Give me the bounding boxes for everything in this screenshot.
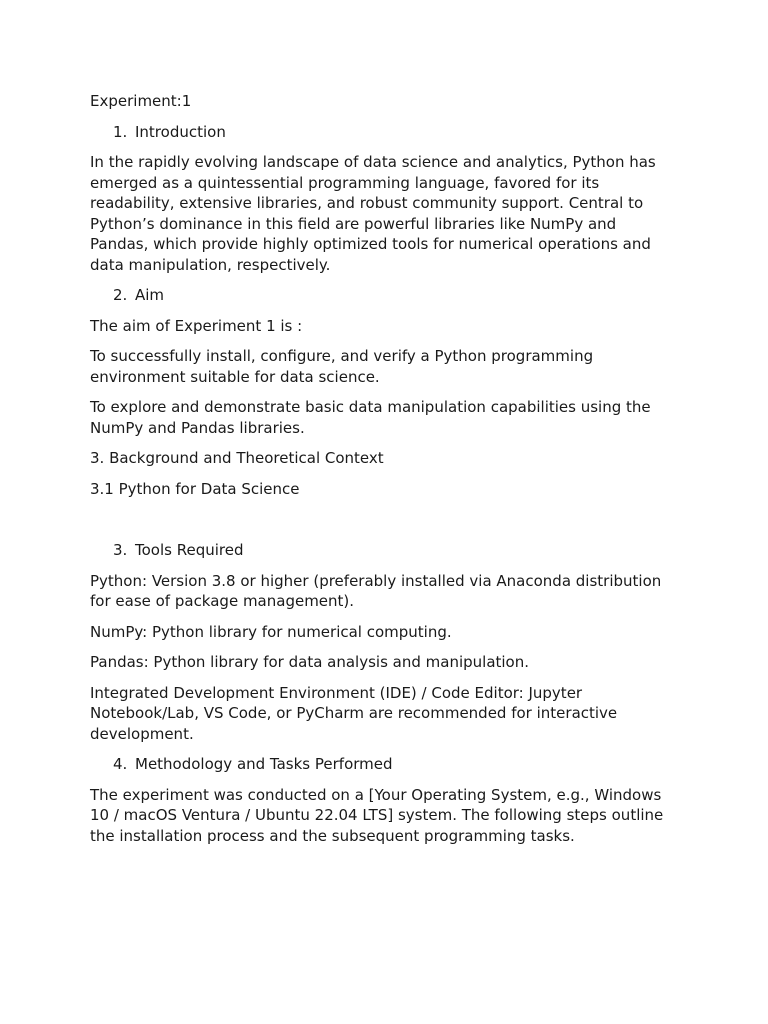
aim-point: To successfully install, configure, and verify a Python programming environment suitable for data science. xyxy=(90,347,594,386)
section-number: 1. xyxy=(113,122,128,141)
section-heading-text: Methodology and Tasks Performed xyxy=(135,755,393,773)
section-number: 4. xyxy=(113,755,128,773)
aim-lead-paragraph: The aim of Experiment 1 is : xyxy=(90,316,303,335)
tools-item: NumPy: Python library for numerical computing. xyxy=(90,622,452,641)
introduction-paragraph: In the rapidly evolving landscape of data science and analytics, Python has emerged as a quintessential programming language, favored for its readability, extensive libraries, and robust community support. Central to Python’s dominance in this field are powerful libraries like NumPy and Pandas, which provide highly optimized tools for numerical operations and data manipulation, respectively. xyxy=(90,153,656,274)
section-heading-introduction xyxy=(90,122,672,143)
tools-item: Pandas: Python library for data analysis and manipulation. xyxy=(90,653,530,671)
section-heading-aim xyxy=(90,285,672,306)
section-number: 2. xyxy=(113,286,128,304)
section-heading-methodology xyxy=(90,754,672,775)
section-heading-text: Aim xyxy=(135,286,165,304)
document-title: Experiment:1 xyxy=(90,92,192,110)
tools-item: Python: Version 3.8 or higher (preferably installed via Anaconda distribution for ease of package management). xyxy=(90,571,662,610)
section-heading-text: Tools Required xyxy=(135,541,244,559)
methodology-paragraph: The experiment was conducted on a [Your Operating System, e.g., Windows 10 / macOS Ventura / Ubuntu 22.04 LTS] system. The following steps outline the installation process and the subsequent programming tasks. xyxy=(90,785,664,845)
empty-paragraph xyxy=(90,509,672,540)
section-heading-tools xyxy=(90,540,672,561)
document-page xyxy=(90,91,672,856)
background-heading: 3. Background and Theoretical Context xyxy=(90,449,384,467)
background-subheading: 3.1 Python for Data Science xyxy=(90,479,300,498)
aim-point: To explore and demonstrate basic data manipulation capabilities using the NumPy and Pandas libraries. xyxy=(90,398,651,437)
tools-item: Integrated Development Environment (IDE) / Code Editor: Jupyter Notebook/Lab, VS Code, or PyCharm are recommended for interactive development. xyxy=(90,683,618,743)
section-heading-text: Introduction xyxy=(135,122,226,141)
section-number: 3. xyxy=(113,541,128,559)
